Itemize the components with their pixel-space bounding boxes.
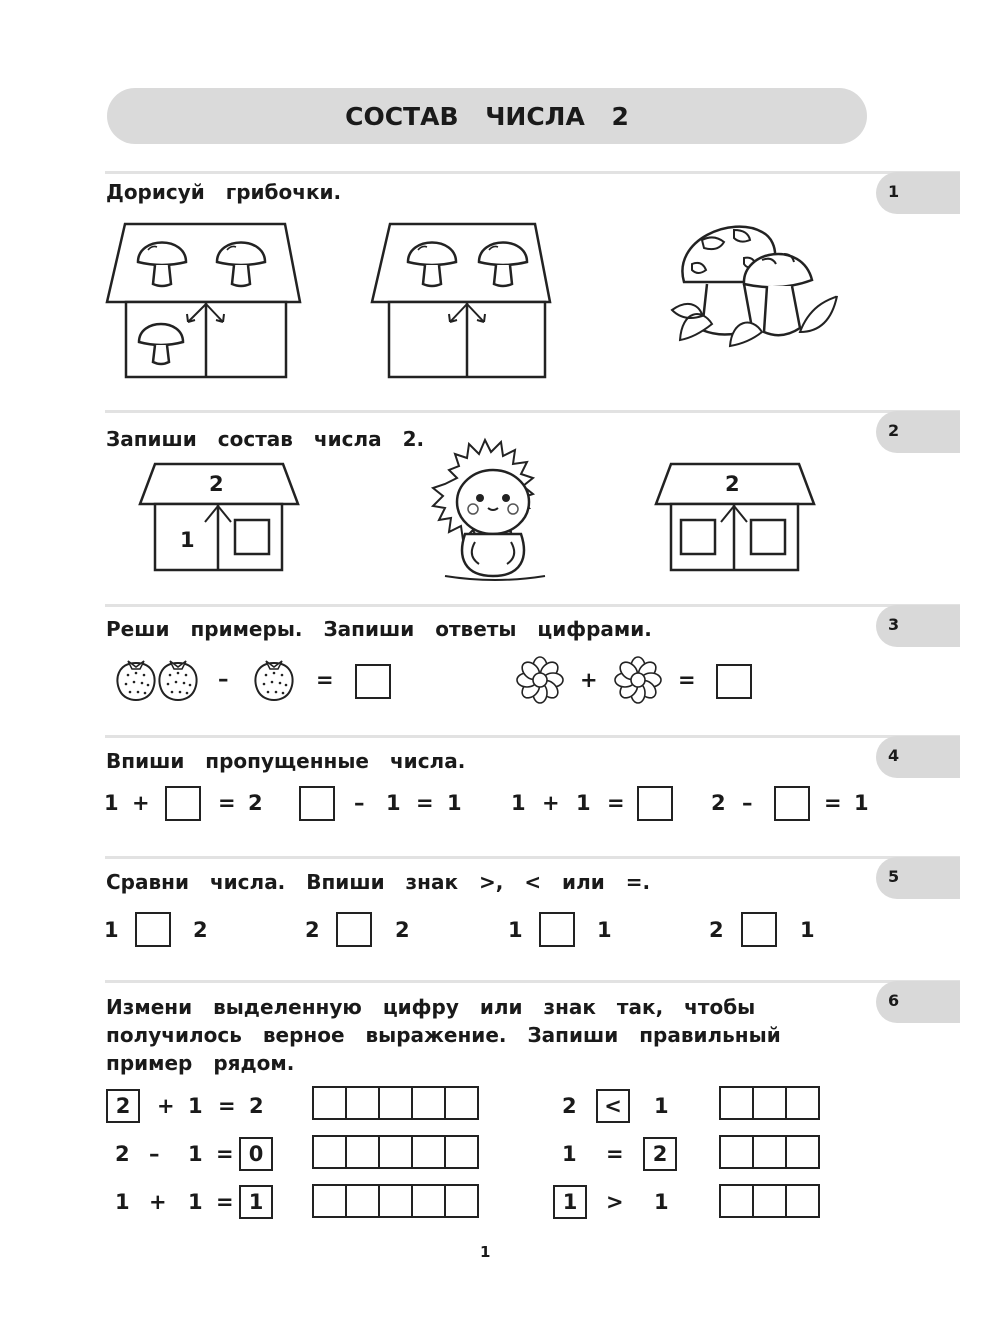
compare-number: 2 bbox=[709, 918, 724, 942]
equation-operator: – bbox=[742, 791, 753, 815]
highlighted-digit: 2 bbox=[643, 1137, 677, 1171]
answer-grid[interactable] bbox=[312, 1086, 479, 1120]
equation-number: 1 bbox=[576, 791, 591, 815]
equation-operator: – bbox=[354, 791, 365, 815]
compare-number: 2 bbox=[305, 918, 320, 942]
equation-operator: = bbox=[416, 791, 434, 815]
equation-operator: = bbox=[606, 1142, 624, 1166]
equation-number: 1 bbox=[447, 791, 462, 815]
equation-number: 1 bbox=[188, 1094, 203, 1118]
strawberry-icon bbox=[156, 655, 200, 707]
divider bbox=[105, 604, 960, 607]
mushroom-house-right bbox=[370, 222, 570, 382]
plus-sign: + bbox=[580, 668, 598, 692]
task-3-instruction: Реши примеры. Запиши ответы цифрами. bbox=[106, 617, 652, 641]
task-2-instruction: Запиши состав числа 2. bbox=[106, 427, 425, 451]
page-title: СОСТАВ ЧИСЛА 2 bbox=[107, 88, 867, 144]
answer-box[interactable] bbox=[774, 786, 810, 821]
task-6-instruction-line: получилось верное выражение. Запиши правильный bbox=[106, 1023, 781, 1047]
compare-number: 1 bbox=[597, 918, 612, 942]
highlighted-sign: < bbox=[596, 1089, 630, 1123]
equation-operator: = bbox=[218, 1094, 236, 1118]
sign-box[interactable] bbox=[135, 912, 171, 947]
highlighted-digit: 1 bbox=[239, 1185, 273, 1219]
page-number: 1 bbox=[480, 1243, 491, 1261]
strawberry-icon bbox=[252, 655, 296, 707]
equals-sign: = bbox=[316, 668, 334, 692]
answer-grid[interactable] bbox=[312, 1135, 479, 1169]
task-6-instruction-line: пример рядом. bbox=[106, 1051, 295, 1075]
equation-operator: = bbox=[216, 1142, 234, 1166]
hedgehog-illustration bbox=[435, 438, 560, 583]
equation-operator: + bbox=[542, 791, 560, 815]
compare-number: 2 bbox=[193, 918, 208, 942]
sign-box[interactable] bbox=[741, 912, 777, 947]
task-number-tab: 1 bbox=[876, 172, 960, 214]
answer-grid[interactable] bbox=[719, 1184, 820, 1218]
answer-box[interactable] bbox=[299, 786, 335, 821]
equation-number: 1 bbox=[386, 791, 401, 815]
answer-box[interactable] bbox=[637, 786, 673, 821]
house-roof-number: 2 bbox=[209, 472, 224, 496]
equation-number: 1 bbox=[654, 1094, 669, 1118]
task-number-tab: 5 bbox=[876, 857, 960, 899]
equation-operator: = bbox=[218, 791, 236, 815]
compare-number: 1 bbox=[104, 918, 119, 942]
equation-operator: = bbox=[607, 791, 625, 815]
compare-number: 1 bbox=[508, 918, 523, 942]
answer-grid[interactable] bbox=[312, 1184, 479, 1218]
highlighted-digit: 2 bbox=[106, 1089, 140, 1123]
answer-box[interactable] bbox=[165, 786, 201, 821]
minus-sign: – bbox=[218, 667, 229, 691]
divider bbox=[105, 856, 960, 859]
equation-number: 2 bbox=[115, 1142, 130, 1166]
equation-number: 1 bbox=[511, 791, 526, 815]
task-5-instruction: Сравни числа. Впиши знак >, < или =. bbox=[106, 870, 651, 894]
equation-number: 2 bbox=[562, 1094, 577, 1118]
house-roof-number: 2 bbox=[725, 472, 740, 496]
equation-operator: + bbox=[132, 791, 150, 815]
flower-icon bbox=[516, 656, 564, 704]
equation-number: 1 bbox=[654, 1190, 669, 1214]
equation-number: 1 bbox=[562, 1142, 577, 1166]
sign-box[interactable] bbox=[539, 912, 575, 947]
mushroom-house-left bbox=[105, 222, 305, 382]
equation-number: 1 bbox=[104, 791, 119, 815]
task-1-instruction: Дорисуй грибочки. bbox=[106, 180, 342, 204]
divider bbox=[105, 171, 960, 174]
answer-grid[interactable] bbox=[719, 1086, 820, 1120]
equation-operator: = bbox=[216, 1190, 234, 1214]
task-4-instruction: Впиши пропущенные числа. bbox=[106, 749, 466, 773]
flower-icon bbox=[614, 656, 662, 704]
highlighted-digit: 0 bbox=[239, 1137, 273, 1171]
task-number-tab: 6 bbox=[876, 981, 960, 1023]
task-6-instruction-line: Измени выделенную цифру или знак так, чтобы bbox=[106, 995, 756, 1019]
compare-number: 1 bbox=[800, 918, 815, 942]
divider bbox=[105, 735, 960, 738]
mushrooms-illustration bbox=[672, 220, 842, 350]
equation-number: 2 bbox=[249, 1094, 264, 1118]
task-number-tab: 4 bbox=[876, 736, 960, 778]
divider bbox=[105, 980, 960, 983]
sign-box[interactable] bbox=[336, 912, 372, 947]
answer-box[interactable] bbox=[716, 664, 752, 699]
equation-operator: + bbox=[157, 1094, 175, 1118]
answer-box[interactable] bbox=[355, 664, 391, 699]
equation-number: 1 bbox=[115, 1190, 130, 1214]
task-number-tab: 2 bbox=[876, 411, 960, 453]
task-number-tab: 3 bbox=[876, 605, 960, 647]
equation-operator: = bbox=[824, 791, 842, 815]
house-left-number: 1 bbox=[180, 528, 195, 552]
equation-number: 1 bbox=[188, 1190, 203, 1214]
equation-operator: > bbox=[606, 1190, 624, 1214]
equation-number: 1 bbox=[854, 791, 869, 815]
answer-grid[interactable] bbox=[719, 1135, 820, 1169]
equation-operator: + bbox=[149, 1190, 167, 1214]
equation-number: 2 bbox=[711, 791, 726, 815]
divider bbox=[105, 410, 960, 413]
equation-number: 2 bbox=[248, 791, 263, 815]
strawberry-icon bbox=[114, 655, 158, 707]
equation-operator: – bbox=[149, 1142, 160, 1166]
equation-number: 1 bbox=[188, 1142, 203, 1166]
compare-number: 2 bbox=[395, 918, 410, 942]
highlighted-digit: 1 bbox=[553, 1185, 587, 1219]
equals-sign: = bbox=[678, 668, 696, 692]
